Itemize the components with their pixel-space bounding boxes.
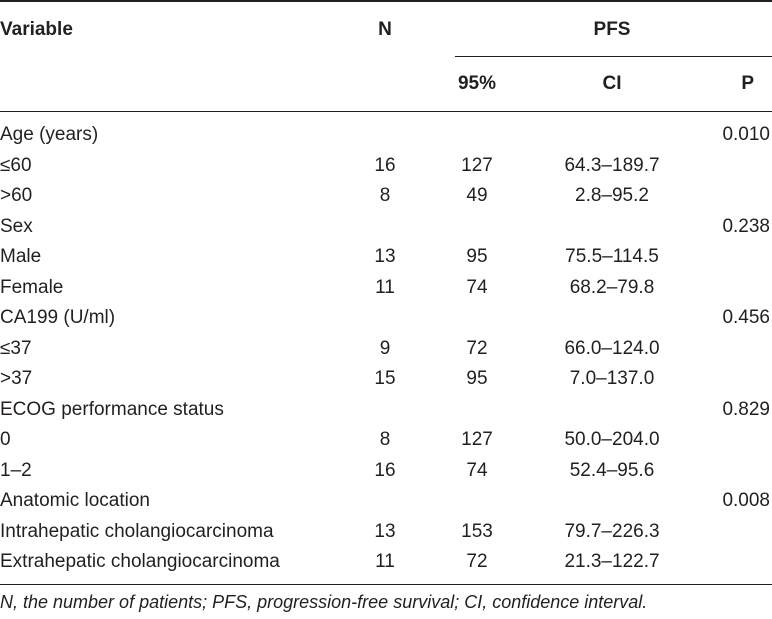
cell-n: 16: [374, 460, 396, 481]
header-ci: CI: [602, 73, 622, 94]
cell-variable: ≤60: [0, 155, 32, 176]
cell-variable: Intrahepatic cholangiocarcinoma: [0, 521, 274, 542]
cell-variable: 0: [0, 429, 11, 450]
header-variable: Variable: [0, 19, 73, 40]
cell-n: 16: [374, 155, 396, 176]
cell-95: 74: [466, 460, 488, 481]
cell-95: 49: [466, 185, 488, 206]
cell-95: 95: [466, 246, 488, 267]
cell-variable: Female: [0, 277, 64, 298]
cell-95: 127: [461, 155, 493, 176]
cell-n: 15: [374, 368, 396, 389]
cell-variable: >37: [0, 368, 33, 389]
cell-n: 8: [379, 185, 391, 206]
cell-ci: 21.3–122.7: [564, 551, 660, 572]
cell-n: 13: [374, 521, 396, 542]
cell-p: 0.008: [722, 490, 770, 511]
cell-ci: 79.7–226.3: [564, 521, 660, 542]
cell-n: 11: [375, 277, 395, 298]
cell-ci: 68.2–79.8: [569, 277, 655, 298]
cell-variable: Male: [0, 246, 42, 267]
cell-variable: CA199 (U/ml): [0, 307, 116, 328]
header-bottom-rule: [0, 111, 772, 112]
pfs-group-rule: [455, 56, 772, 57]
header-pfs: PFS: [593, 19, 631, 40]
cell-p: 0.238: [722, 216, 770, 237]
cell-ci: 7.0–137.0: [569, 368, 655, 389]
cell-n: 8: [379, 429, 391, 450]
cell-n: 13: [374, 246, 396, 267]
cell-p: 0.456: [722, 307, 770, 328]
table-footnote: N, the number of patients; PFS, progression-free survival; CI, confidence interval.: [0, 592, 648, 612]
header-p: P: [741, 73, 754, 94]
cell-ci: 52.4–95.6: [569, 460, 655, 481]
cell-variable: Age (years): [0, 124, 99, 145]
cell-ci: 50.0–204.0: [564, 429, 660, 450]
cell-variable: ECOG performance status: [0, 399, 224, 420]
cell-variable: ≤37: [0, 338, 32, 359]
cell-95: 127: [461, 429, 493, 450]
cell-95: 153: [461, 521, 493, 542]
cell-95: 72: [466, 338, 488, 359]
cell-ci: 66.0–124.0: [564, 338, 660, 359]
table-top-rule: [0, 0, 772, 2]
cell-variable: 1–2: [0, 460, 32, 481]
cell-variable: >60: [0, 185, 33, 206]
header-95: 95%: [457, 73, 497, 94]
cell-95: 74: [466, 277, 488, 298]
cell-variable: Sex: [0, 216, 33, 237]
cell-ci: 75.5–114.5: [565, 246, 659, 267]
cell-n: 9: [379, 338, 391, 359]
cell-n: 11: [375, 551, 395, 572]
cell-p: 0.829: [722, 399, 770, 420]
header-n: N: [378, 19, 392, 40]
table-bottom-rule: [0, 584, 772, 585]
cell-variable: Anatomic location: [0, 490, 150, 511]
cell-95: 72: [466, 551, 488, 572]
cell-95: 95: [466, 368, 488, 389]
cell-ci: 2.8–95.2: [575, 185, 649, 206]
cell-variable: Extrahepatic cholangiocarcinoma: [0, 551, 280, 572]
cell-ci: 64.3–189.7: [564, 155, 660, 176]
cell-p: 0.010: [722, 124, 770, 145]
